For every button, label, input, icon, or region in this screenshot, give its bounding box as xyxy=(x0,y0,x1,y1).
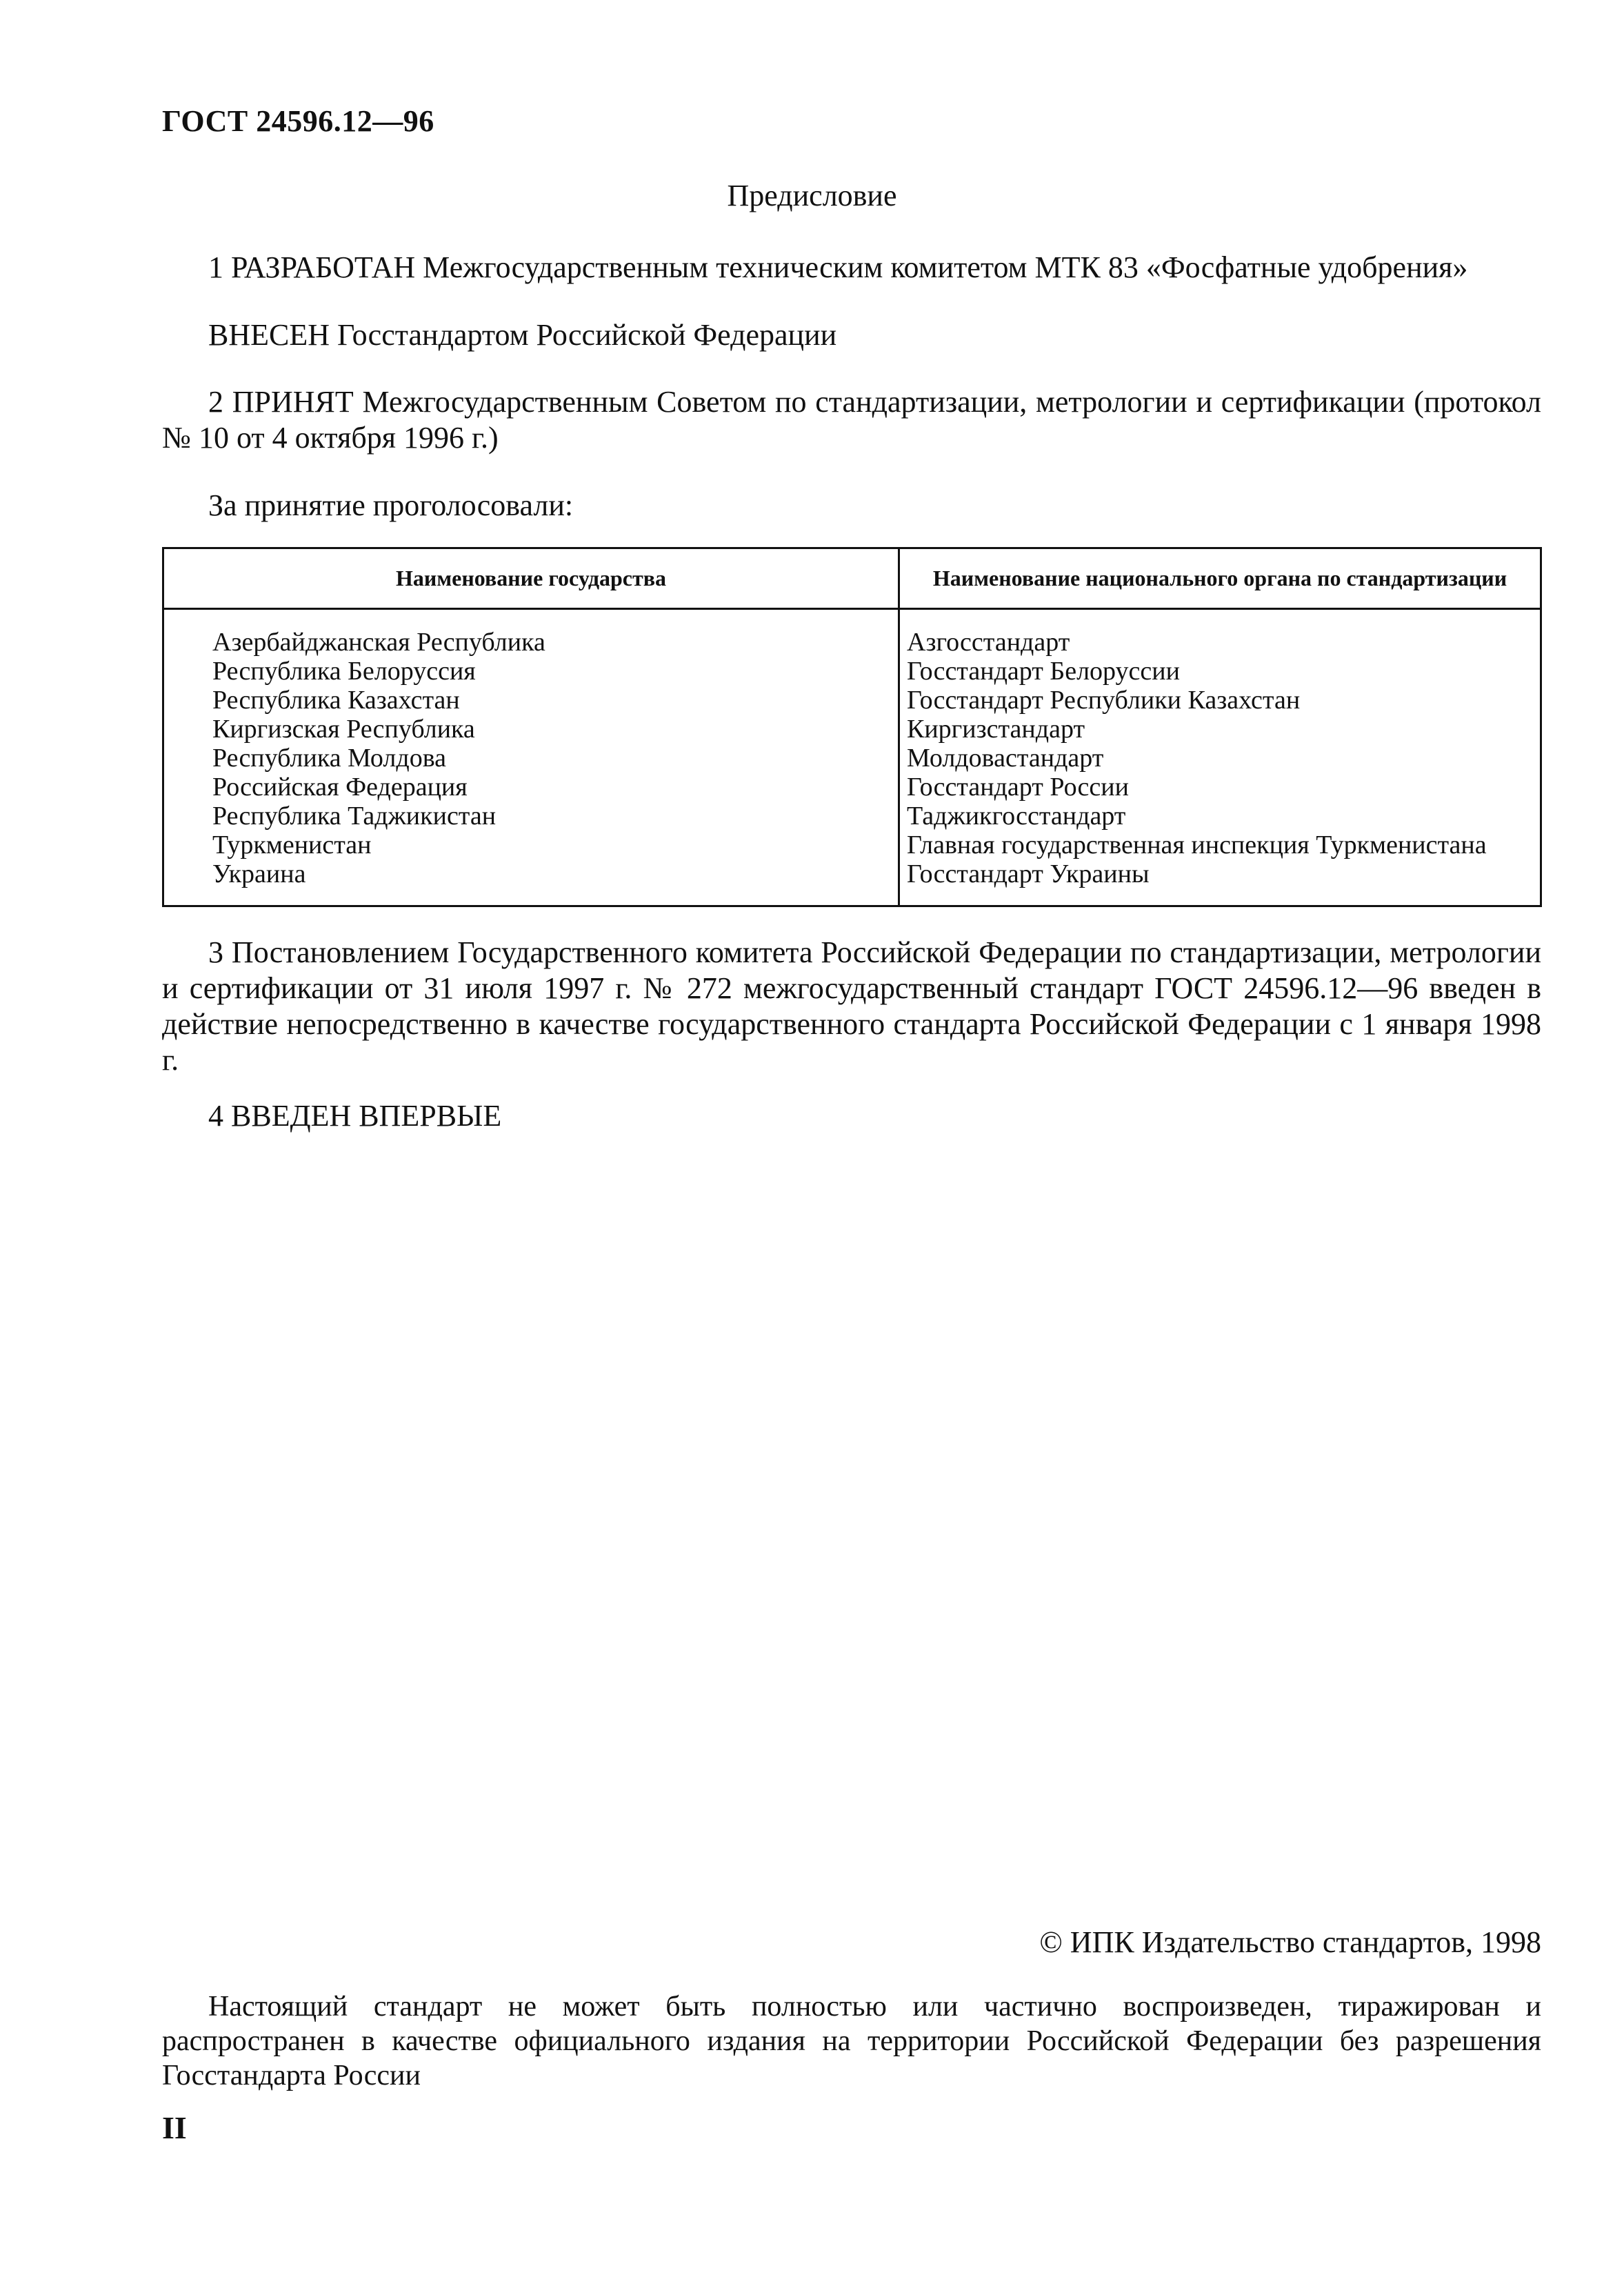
table-body-row xyxy=(163,609,1541,906)
state-name: Азербайджанская Республика xyxy=(212,628,545,657)
national-body-name: Киргизстандарт xyxy=(907,715,1085,744)
paragraph-introduced: ВНЕСЕН Госстандартом Российской Федерации xyxy=(208,318,837,352)
state-name: Республика Белоруссия xyxy=(212,657,476,686)
national-body-name: Госстандарт Республики Казахстан xyxy=(907,686,1301,715)
paragraph-voted: За принятие проголосовали: xyxy=(208,488,574,522)
state-name: Российская Федерация xyxy=(212,773,468,802)
national-body-list-cell xyxy=(899,609,1541,906)
header-state: Наименование государства xyxy=(163,548,899,609)
reproduction-notice: Настоящий стандарт не может быть полностью или частично воспроизведен, тиражирован и распространен в качестве официального издания на территории Российской Федерации без разрешения Госстандарта России xyxy=(162,1991,1541,2091)
paragraph-first-introduced: 4 ВВЕДЕН ВПЕРВЫЕ xyxy=(208,1099,502,1133)
state-name: Украина xyxy=(212,859,306,888)
paragraph-resolution: 3 Постановлением Государственного комитета Российской Федерации по стандартизации, метрологии и сертификации от 31 июля 1997 г. № 272 межгосударственный стандарт ГОСТ 24596.12—96 введен в действие непосредственно в качестве государственного стандарта Российской Федерации с 1 января 1998 г. xyxy=(162,935,1541,1077)
national-body-name: Госстандарт Белоруссии xyxy=(907,657,1180,686)
states-table xyxy=(162,547,1542,907)
state-list-cell xyxy=(163,609,899,906)
national-body-name: Азгосстандарт xyxy=(907,628,1070,657)
section-title: Предисловие xyxy=(727,179,897,212)
national-body-name: Госстандарт России xyxy=(907,773,1129,802)
national-body-name: Госстандарт Украины xyxy=(907,859,1150,888)
state-name: Республика Казахстан xyxy=(212,686,460,715)
state-name: Республика Молдова xyxy=(212,744,447,773)
national-body-name: Таджикгосстандарт xyxy=(907,802,1126,831)
state-name: Киргизская Республика xyxy=(212,715,475,744)
page-number: II xyxy=(162,2110,187,2145)
state-name: Туркменистан xyxy=(212,831,372,859)
table-header-row xyxy=(163,548,1541,609)
copyright-line: © ИПК Издательство стандартов, 1998 xyxy=(1039,1925,1541,1959)
paragraph-developed: 1 РАЗРАБОТАН Межгосударственным техническим комитетом МТК 83 «Фосфатные удобрения» xyxy=(208,250,1468,284)
document-id: ГОСТ 24596.12—96 xyxy=(162,104,434,138)
state-name: Республика Таджикистан xyxy=(212,802,497,831)
national-body-name: Главная государственная инспекция Туркменистана xyxy=(907,831,1487,859)
national-body-name: Молдовастандарт xyxy=(907,744,1104,773)
header-national-body: Наименование национального органа по стандартизации xyxy=(899,548,1541,609)
paragraph-adopted: 2 ПРИНЯТ Межгосударственным Советом по стандартизации, метрологии и сертификации (протокол № 10 от 4 октября 1996 г.) xyxy=(162,385,1541,455)
